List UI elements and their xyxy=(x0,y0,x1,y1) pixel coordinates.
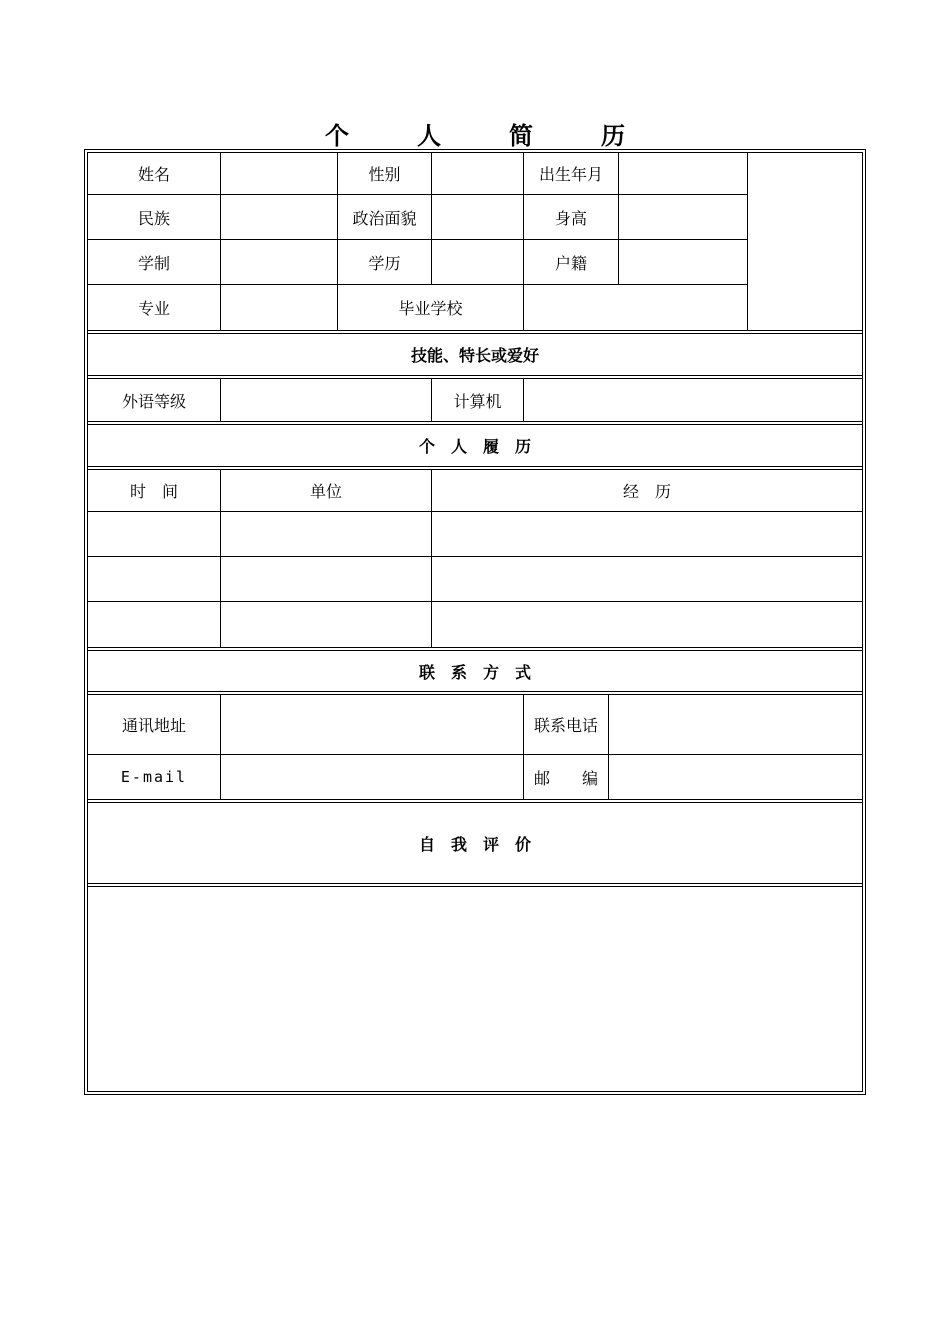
history-row-1-experience[interactable] xyxy=(432,512,862,556)
history-row-2-time[interactable] xyxy=(88,557,220,601)
history-row-3-unit[interactable] xyxy=(221,602,431,647)
table-rule xyxy=(88,421,862,422)
table-rule xyxy=(88,799,862,800)
gender-label: 性别 xyxy=(368,165,401,184)
phone-field[interactable] xyxy=(609,695,862,754)
school-label: 毕业学校 xyxy=(398,299,463,318)
history-row-2-experience[interactable] xyxy=(432,557,862,601)
language-label: 外语等级 xyxy=(121,391,186,411)
major-label: 专业 xyxy=(137,299,170,318)
phone-label: 联系电话 xyxy=(533,716,598,735)
address-field[interactable] xyxy=(221,695,523,754)
birth-label: 出生年月 xyxy=(538,165,603,184)
history-col-time: 时 间 xyxy=(129,482,178,501)
schooling-label: 学制 xyxy=(137,253,170,273)
major-field[interactable] xyxy=(221,285,337,330)
table-rule xyxy=(88,375,862,376)
education-label: 学历 xyxy=(368,253,401,273)
self-eval-field[interactable] xyxy=(88,887,862,1091)
birth-field[interactable] xyxy=(619,153,747,194)
contact-heading: 联 系 方 式 xyxy=(418,662,531,682)
table-rule xyxy=(88,883,862,884)
height-label: 身高 xyxy=(554,208,587,228)
political-label: 政治面貌 xyxy=(352,208,417,228)
table-rule xyxy=(88,691,862,692)
hukou-field[interactable] xyxy=(619,240,747,284)
history-row-1-time[interactable] xyxy=(88,512,220,556)
email-label: E-mail xyxy=(120,768,188,786)
history-row-2-unit[interactable] xyxy=(221,557,431,601)
history-row-3-experience[interactable] xyxy=(432,602,862,647)
history-col-experience: 经 历 xyxy=(622,482,671,501)
address-label: 通讯地址 xyxy=(121,716,186,735)
skills-heading: 技能、特长或爱好 xyxy=(410,346,539,365)
history-row-3-time[interactable] xyxy=(88,602,220,647)
history-row-1-unit[interactable] xyxy=(221,512,431,556)
name-field[interactable] xyxy=(221,153,337,194)
self-eval-heading: 自 我 评 价 xyxy=(418,834,531,854)
schooling-field[interactable] xyxy=(221,240,337,284)
email-field[interactable] xyxy=(221,755,523,799)
table-rule xyxy=(88,330,862,331)
height-field[interactable] xyxy=(619,195,747,239)
name-label: 姓名 xyxy=(137,165,170,184)
ethnicity-field[interactable] xyxy=(221,195,337,239)
hukou-label: 户籍 xyxy=(554,253,587,273)
photo-area[interactable] xyxy=(748,153,862,330)
postcode-label: 邮 编 xyxy=(533,768,598,788)
school-field[interactable] xyxy=(524,285,747,330)
computer-field[interactable] xyxy=(524,379,862,421)
table-rule xyxy=(88,466,862,467)
computer-label: 计算机 xyxy=(453,391,502,411)
ethnicity-label: 民族 xyxy=(137,208,170,228)
history-col-unit: 单位 xyxy=(309,482,342,501)
resume-title: 个 人 简 历 xyxy=(325,121,647,150)
history-heading: 个 人 履 历 xyxy=(418,437,531,456)
education-field[interactable] xyxy=(432,240,523,284)
table-rule xyxy=(88,647,862,648)
political-field[interactable] xyxy=(432,195,523,239)
language-field[interactable] xyxy=(221,379,431,421)
gender-field[interactable] xyxy=(432,153,523,194)
postcode-field[interactable] xyxy=(609,755,862,799)
